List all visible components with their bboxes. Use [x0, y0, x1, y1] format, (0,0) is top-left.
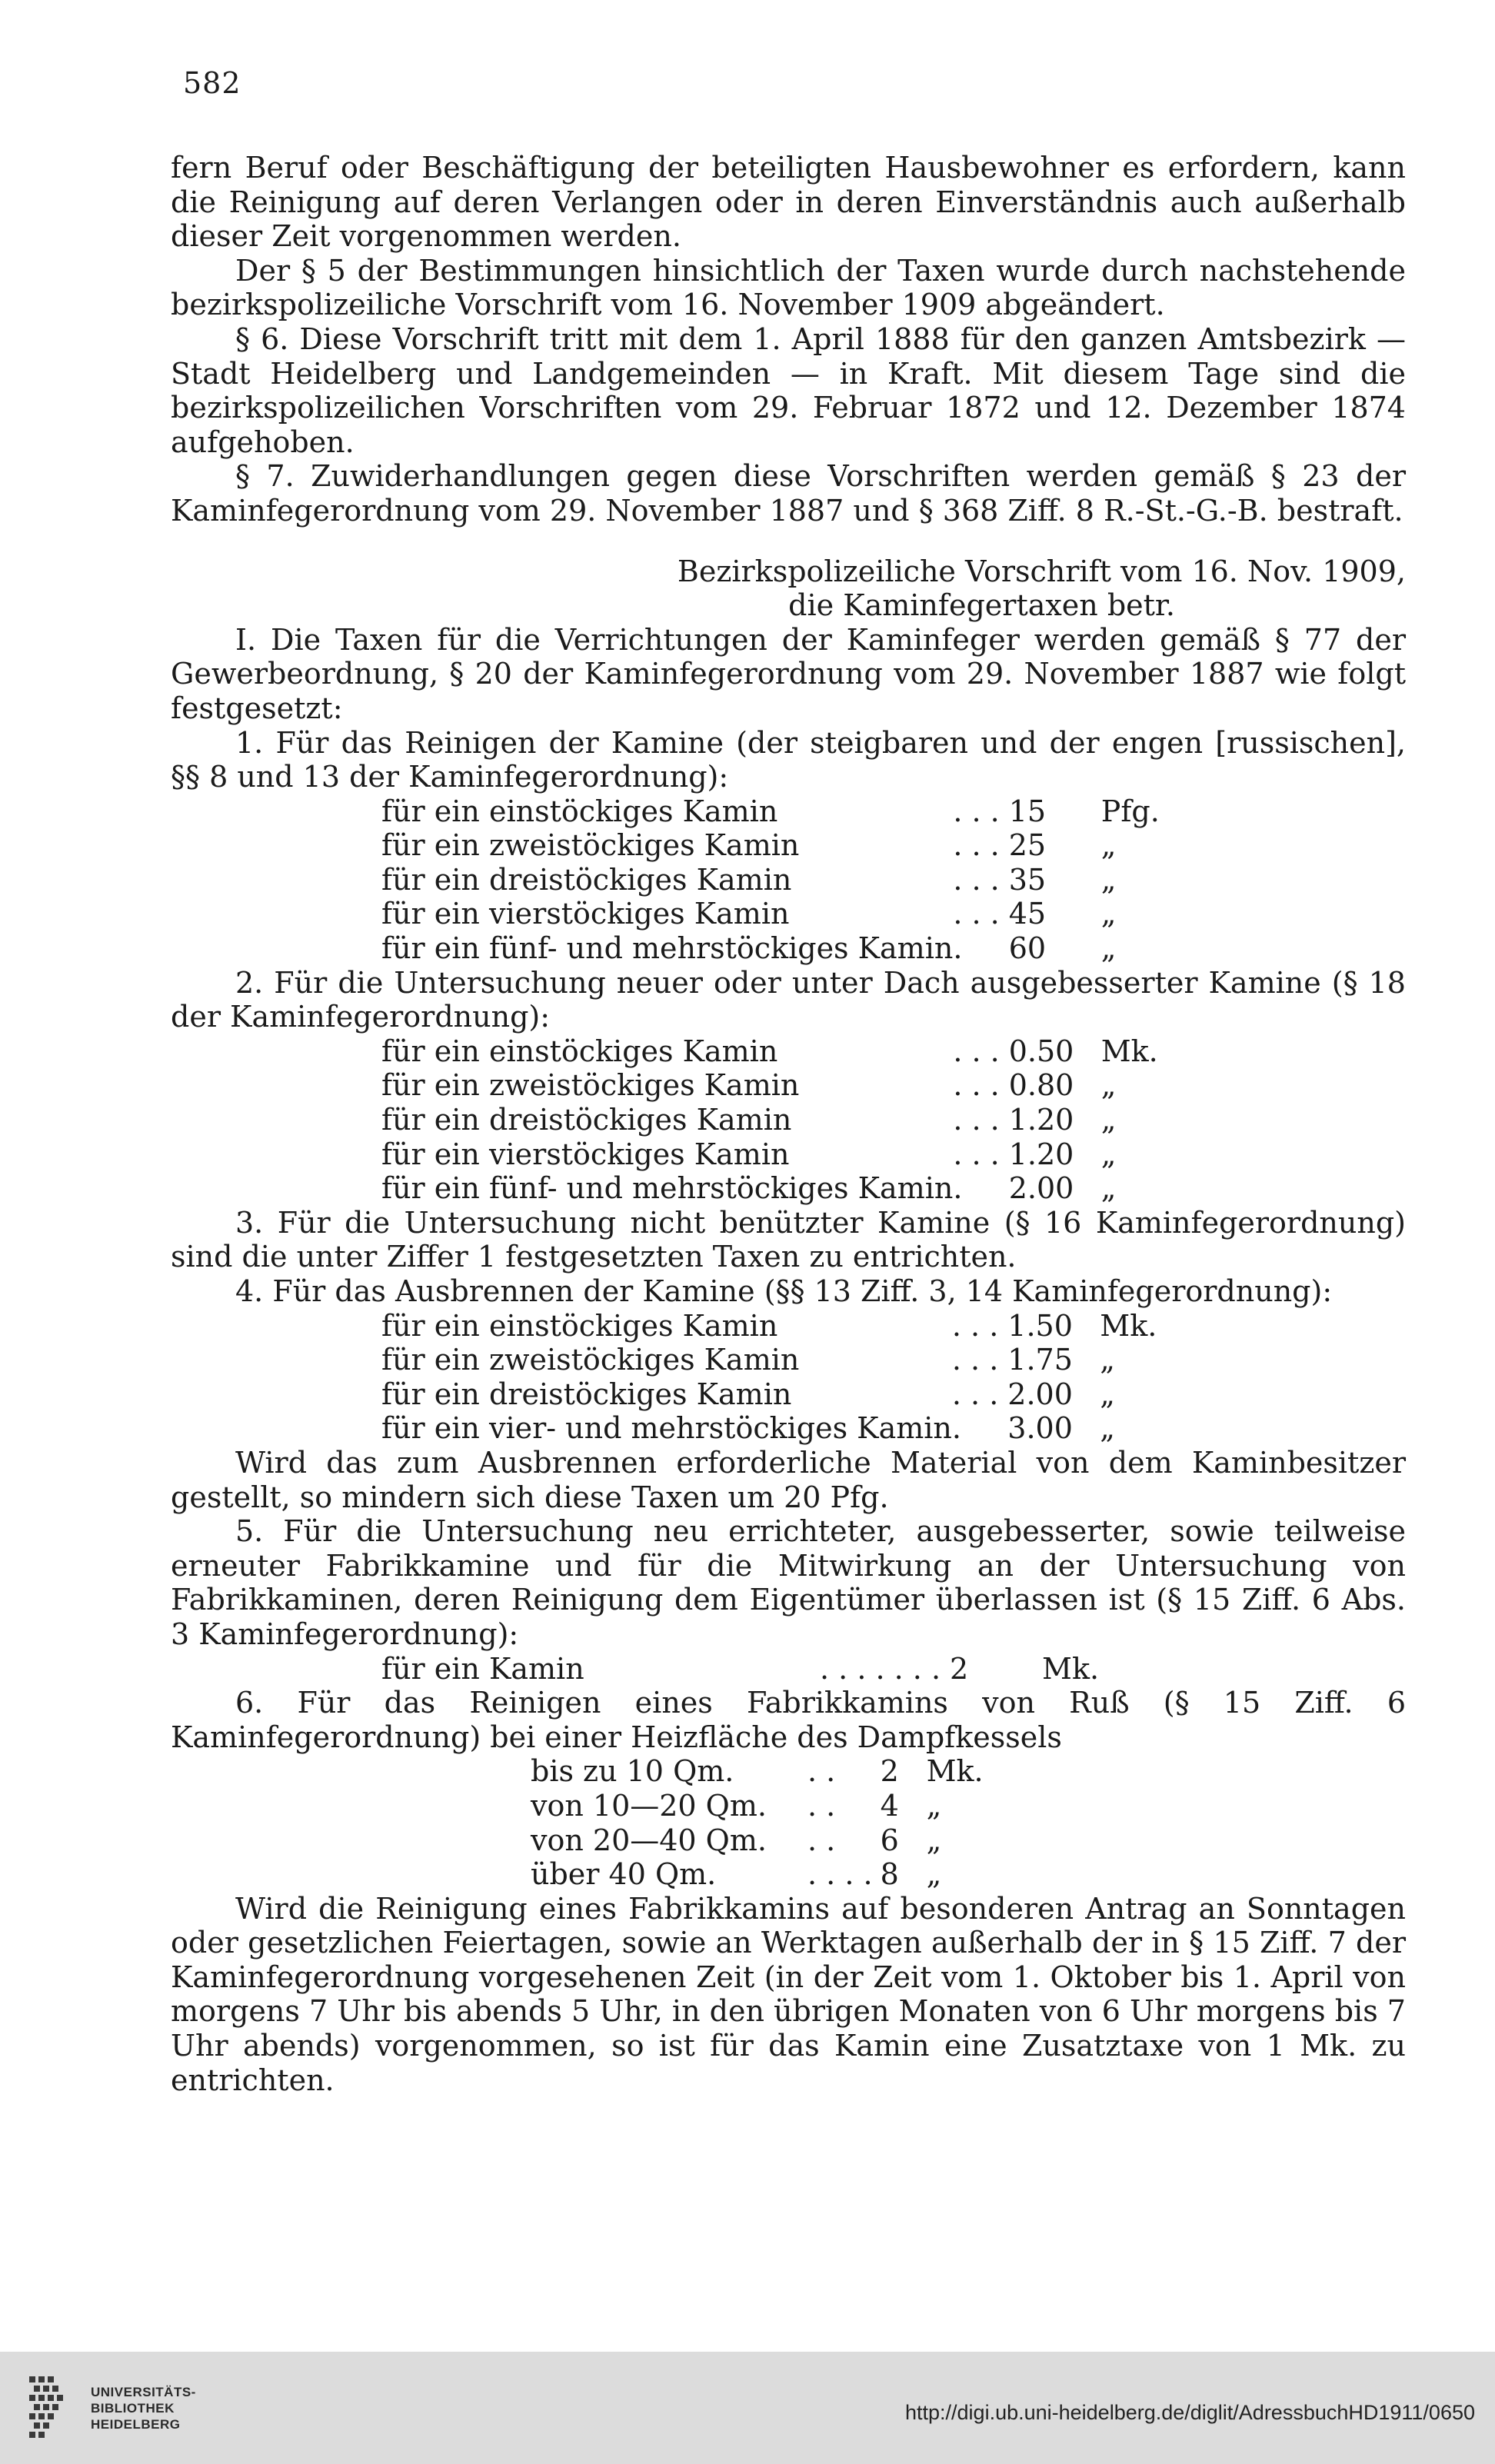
rate-label: für ein einstöckiges Kamin	[381, 1308, 778, 1343]
rate-unit: „	[1100, 1171, 1117, 1206]
rate-row	[381, 1343, 1192, 1377]
section-6-text: 6. Für das Reinigen eines Fabrikkamins von Ruß (§ 15 Ziff. 6 Kaminfegerordnung) bei einer Heizfläche des Dampfkessels	[171, 1686, 1406, 1754]
section-6-rates	[531, 1754, 1019, 1891]
rate-row	[381, 863, 1194, 897]
rate-unit: „	[1100, 897, 1117, 931]
paragraph-section7: § 7. Zuwiderhandlungen gegen diese Vorschriften werden gemäß § 23 der Kaminfegerordnung vom 29. November 1887 und § 368 Ziff. 8 R.-St.-G.-B. bestraft.	[171, 459, 1406, 528]
rate-dots: . . .	[953, 1068, 1000, 1103]
rate-unit: „	[1100, 1103, 1117, 1137]
section-2-rates	[381, 1034, 1194, 1206]
rate-dots: .	[953, 931, 963, 966]
rate-value: 0.80	[1008, 1068, 1074, 1103]
library-line: HEIDELBERG	[91, 2417, 181, 2432]
section-1-rates	[381, 794, 1194, 966]
rate-value: 0.50	[1008, 1034, 1074, 1068]
section-5-text: 5. Für die Untersuchung neu errichteter, ausgebesserter, sowie teilweise erneuter Fabrikkamine und für die Mitwirkung an der Untersuchung von Fabrikkaminen, deren Reinigung dem Eigentümer überlassen ist (§ 15 Ziff. 6 Abs. 3 Kaminfegerordnung):	[171, 1514, 1406, 1651]
rate-label: für ein einstöckiges Kamin	[381, 794, 778, 828]
section-3-text: 3. Für die Untersuchung nicht benützter Kamine (§ 16 Kaminfegerordnung) sind die unter Ziffer 1 festgesetzten Taxen zu entrichten.	[171, 1205, 1406, 1274]
intro-paragraph: I. Die Taxen für die Verrichtungen der Kaminfeger werden gemäß § 77 der Gewerbeordnung, § 20 der Kaminfegerordnung vom 29. November 1887 wie folgt festgesetzt:	[171, 622, 1406, 725]
rate-dots: . . .	[951, 1308, 999, 1343]
rate-label: für ein dreistöckiges Kamin	[381, 1377, 792, 1411]
rate-unit: Mk.	[926, 1754, 984, 1789]
rate-dots: . . .	[953, 794, 1000, 828]
page-text	[171, 151, 1406, 2097]
rate-row	[381, 1652, 1134, 1687]
rate-dots: . . .	[953, 1034, 1000, 1068]
rate-label: für ein fünf- und mehrstöckiges Kamin	[381, 1171, 954, 1206]
rate-unit: „	[1100, 1068, 1117, 1103]
rate-dots: . .	[807, 1754, 836, 1789]
rate-unit: „	[1100, 1411, 1115, 1446]
regulation-subheading: die Kaminfegertaxen betr.	[788, 588, 1175, 623]
rate-label: für ein vierstöckiges Kamin	[381, 897, 790, 931]
rate-label: für ein zweistöckiges Kamin	[381, 1068, 800, 1103]
section-4-text: 4. Für das Ausbrennen der Kamine (§§ 13 Ziff. 3, 14 Kaminfegerordnung):	[235, 1274, 1333, 1308]
rate-row	[381, 1411, 1192, 1446]
rate-unit: „	[1100, 1343, 1115, 1377]
rate-label: für ein dreistöckiges Kamin	[381, 1103, 792, 1137]
rate-label: für ein Kamin	[381, 1651, 584, 1686]
rate-dots: . .	[807, 1788, 836, 1823]
rate-value: 4	[880, 1788, 899, 1823]
rate-value: 15	[1008, 794, 1047, 828]
rate-dots: . . .	[953, 862, 1000, 897]
rate-unit: Pfg.	[1100, 794, 1160, 828]
rate-label: von 10—20 Qm.	[531, 1788, 767, 1823]
rate-value: 3.00	[1007, 1411, 1073, 1446]
page-number: 582	[183, 66, 241, 100]
rate-row	[531, 1789, 1019, 1823]
rate-row	[381, 931, 1194, 966]
section-6-note: Wird die Reinigung eines Fabrikkamins auf besonderen Antrag an Sonntagen oder gesetzlichen Feiertagen, sowie an Werktagen außerhalb der in § 15 Ziff. 7 der Kaminfegerordnung vorgesehenen Zeit (in der Zeit vom 1. Oktober bis 1. April von morgens 7 Uhr bis abends 5 Uhr, in den übrigen Monaten von 6 Uhr morgens bis 7 Uhr abends) vorgenommen, so ist für das Kamin eine Zusatztaxe von 1 Mk. zu entrichten.	[171, 1891, 1406, 2097]
rate-unit: „	[1100, 1137, 1117, 1171]
rate-row	[531, 1857, 1019, 1892]
paragraph-section6: § 6. Diese Vorschrift tritt mit dem 1. April 1888 für den ganzen Amtsbezirk — Stadt Heidelberg und Landgemeinden — in Kraft. Mit diesem Tage sind die bezirkspolizeilichen Vorschriften vom 29. Februar 1872 und 12. Dezember 1874 aufgehoben.	[171, 321, 1406, 459]
rate-row	[381, 1171, 1194, 1206]
rate-value: 2	[880, 1754, 899, 1789]
rate-dots: . . .	[953, 1103, 1000, 1137]
rate-unit: Mk.	[1100, 1308, 1157, 1343]
rate-row	[381, 1034, 1194, 1069]
rate-dots: . . .	[953, 828, 1000, 863]
section-1-text: 1. Für das Reinigen der Kamine (der steigbaren und der engen [russischen], §§ 8 und 13 der Kaminfegerordnung):	[171, 725, 1406, 794]
rate-unit: „	[1100, 1377, 1115, 1411]
rate-unit: „	[926, 1823, 942, 1857]
rate-value: 8	[880, 1857, 899, 1892]
rate-value: 1.20	[1008, 1137, 1074, 1171]
rate-value: 45	[1008, 897, 1047, 931]
library-line: BIBLIOTHEK	[91, 2401, 175, 2416]
rate-value: 1.20	[1008, 1103, 1074, 1137]
rate-unit: „	[926, 1857, 942, 1892]
section-2-text: 2. Für die Untersuchung neuer oder unter Dach ausgebesserter Kamine (§ 18 der Kaminfegerordnung):	[171, 965, 1406, 1034]
rate-value: 60	[1008, 931, 1047, 966]
rate-unit: „	[926, 1788, 942, 1823]
rate-row	[381, 1309, 1192, 1344]
rate-label: für ein einstöckiges Kamin	[381, 1034, 778, 1068]
section-4-note: Wird das zum Ausbrennen erforderliche Material von dem Kaminbesitzer gestellt, so mindern sich diese Taxen um 20 Pfg.	[171, 1445, 1406, 1514]
section-4-rates	[381, 1309, 1192, 1446]
source-url[interactable]: http://digi.ub.uni-heidelberg.de/diglit/AdressbuchHD1911/0650	[905, 2401, 1475, 2424]
rate-unit: „	[1100, 931, 1117, 966]
rate-dots: . . . .	[807, 1857, 873, 1892]
rate-value: 2.00	[1008, 1171, 1074, 1206]
rate-unit: Mk.	[1100, 1034, 1158, 1068]
rate-row	[381, 1103, 1194, 1137]
section-5-rates	[381, 1652, 1134, 1687]
regulation-heading: Bezirkspolizeiliche Vorschrift vom 16. Nov. 1909,	[677, 554, 1406, 588]
rate-dots: . . .	[953, 1137, 1000, 1171]
rate-label: für ein vierstöckiges Kamin	[381, 1137, 790, 1171]
university-seal-icon	[26, 2373, 82, 2441]
rate-dots: . . .	[951, 1343, 999, 1377]
rate-value: 35	[1008, 862, 1047, 897]
rate-dots: .	[951, 1411, 961, 1446]
rate-dots: . . . . . . .	[820, 1651, 941, 1686]
rate-dots: .	[953, 1171, 963, 1206]
rate-unit: Mk.	[1042, 1651, 1100, 1686]
viewer-footer	[0, 2352, 1495, 2464]
rate-value: 1.75	[1007, 1343, 1073, 1377]
rate-row	[381, 1137, 1194, 1172]
rate-label: für ein zweistöckiges Kamin	[381, 828, 800, 863]
rate-value: 2	[950, 1651, 969, 1686]
rate-unit: „	[1100, 828, 1117, 863]
rate-value: 6	[880, 1823, 899, 1857]
rate-row	[381, 828, 1194, 863]
library-line: UNIVERSITÄTS-	[91, 2385, 196, 2399]
library-name	[91, 2384, 196, 2432]
rate-label: bis zu 10 Qm.	[531, 1754, 734, 1789]
rate-value: 25	[1008, 828, 1047, 863]
rate-label: für ein vier- und mehrstöckiges Kamin	[381, 1411, 952, 1446]
rate-label: über 40 Qm.	[531, 1857, 717, 1892]
rate-value: 1.50	[1007, 1308, 1073, 1343]
paragraph-para5-note: Der § 5 der Bestimmungen hinsichtlich der Taxen wurde durch nachstehende bezirkspolizeiliche Vorschrift vom 16. November 1909 abgeändert.	[171, 253, 1406, 322]
rate-unit: „	[1100, 862, 1117, 897]
rate-value: 2.00	[1007, 1377, 1073, 1411]
rate-row	[531, 1754, 1019, 1789]
rate-dots: . .	[807, 1823, 836, 1857]
paragraph-continuation: fern Beruf oder Beschäftigung der beteiligten Hausbewohner es erfordern, kann die Reinigung auf deren Verlangen oder in deren Einverständnis auch außerhalb dieser Zeit vorgenommen werden.	[171, 151, 1406, 254]
rate-dots: . . .	[953, 897, 1000, 931]
rate-dots: . . .	[951, 1377, 999, 1411]
rate-row	[381, 794, 1194, 829]
rate-row	[381, 897, 1194, 931]
rate-label: für ein dreistöckiges Kamin	[381, 862, 792, 897]
rate-row	[381, 1068, 1194, 1103]
rate-label: für ein fünf- und mehrstöckiges Kamin	[381, 931, 954, 966]
rate-row	[531, 1823, 1019, 1858]
rate-row	[381, 1377, 1192, 1412]
rate-label: von 20—40 Qm.	[531, 1823, 767, 1857]
rate-label: für ein zweistöckiges Kamin	[381, 1343, 800, 1377]
